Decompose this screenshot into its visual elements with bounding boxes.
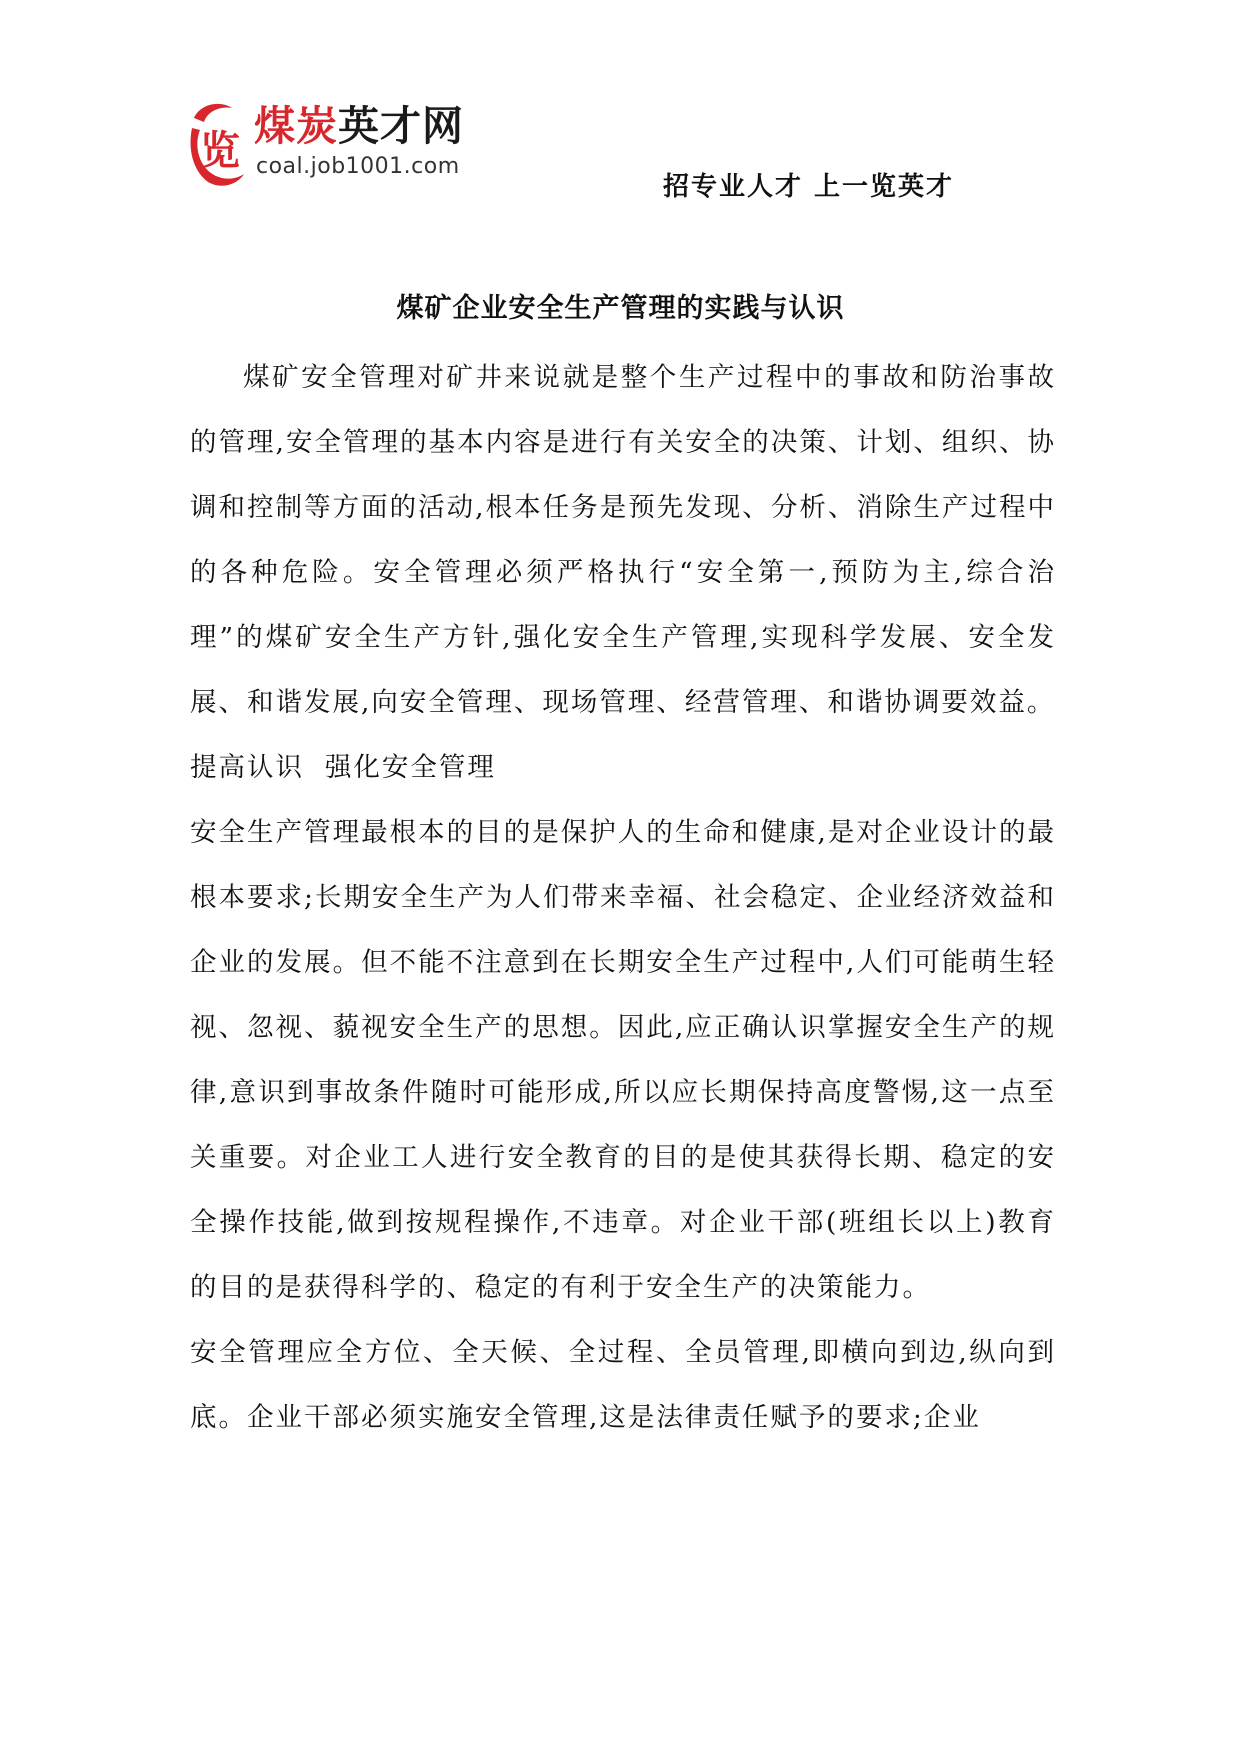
body-paragraph: 安全管理应全方位、全天候、全过程、全员管理,即横向到边,纵向到底。企业干部必须实施安全管理,这是法律责任赋予的要求;企业: [190, 1337, 1056, 1433]
document-body: [190, 345, 1056, 1450]
header-slogan: 招专业人才 上一览英才: [663, 172, 955, 202]
document-title: 煤矿企业安全生产管理的实践与认识: [396, 293, 845, 324]
logo-wordmark-dark: 英才网: [338, 102, 464, 150]
logo-wordmark: [254, 102, 464, 150]
logo-url: coal.job1001.com: [256, 154, 460, 179]
section-heading: 提高认识 强化安全管理: [190, 752, 496, 783]
site-logo[interactable]: [186, 98, 486, 190]
body-paragraph: 煤矿安全管理对矿井来说就是整个生产过程中的事故和防治事故的管理,安全管理的基本内容是进行有关安全的决策、计划、组织、协调和控制等方面的活动,根本任务是预先发现、分析、消除生产过程中的各种危险。安全管理必须严格执行“安全第一,预防为主,综合治理”的煤矿安全生产方针,强化安全生产管理,实现科学发展、安全发展、和谐发展,向安全管理、现场管理、经营管理、和谐协调要效益。: [190, 362, 1056, 718]
logo-mark-glyph: 览: [200, 128, 240, 174]
logo-mark-icon: [186, 98, 248, 190]
logo-wordmark-red: 煤炭: [254, 102, 338, 150]
body-paragraph: 安全生产管理最根本的目的是保护人的生命和健康,是对企业设计的最根本要求;长期安全生产为人们带来幸福、社会稳定、企业经济效益和企业的发展。但不能不注意到在长期安全生产过程中,人们可能萌生轻视、忽视、藐视安全生产的思想。因此,应正确认识掌握安全生产的规律,意识到事故条件随时可能形成,所以应长期保持高度警惕,这一点至关重要。对企业工人进行安全教育的目的是使其获得长期、稳定的安全操作技能,做到按规程操作,不违章。对企业干部(班组长以上)教育的目的是获得科学的、稳定的有利于安全生产的决策能力。: [190, 817, 1056, 1303]
